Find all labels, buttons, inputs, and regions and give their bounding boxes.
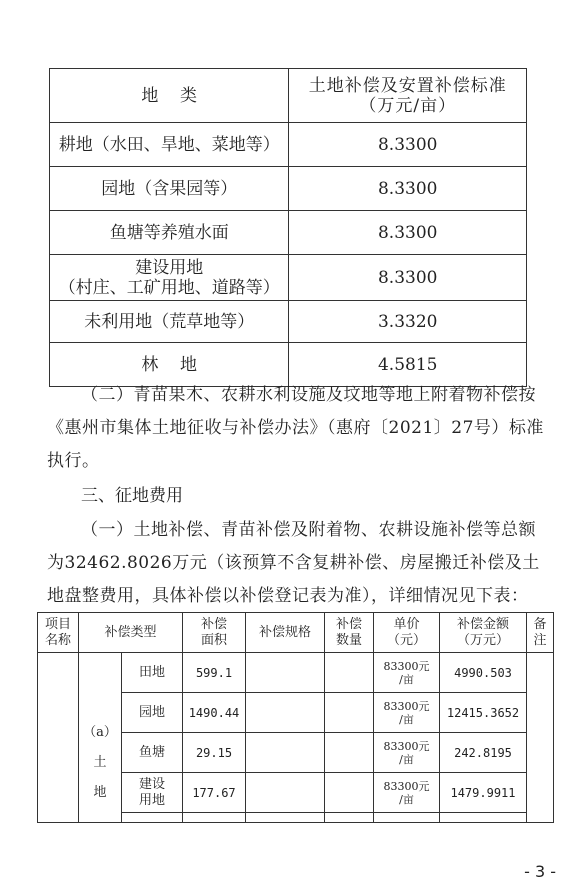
- group-tu-label: 土: [93, 754, 107, 770]
- table-row: [50, 123, 527, 167]
- header-note-line2: 注: [533, 632, 547, 648]
- amount-cell: 4990.503: [440, 653, 527, 693]
- amount-cell: 242.8195: [440, 733, 527, 773]
- area-cell: 29.15: [183, 733, 246, 773]
- amount-cell: [440, 813, 527, 823]
- table-header-row: [50, 69, 527, 123]
- spec-cell: [246, 693, 325, 733]
- header-qty-line2: 数量: [335, 632, 362, 648]
- spec-cell: [246, 733, 325, 773]
- area-cell: 599.1: [183, 653, 246, 693]
- amount-cell: 1479.9911: [440, 773, 527, 813]
- spec-cell: [246, 653, 325, 693]
- header-comp-type: 补偿类型: [79, 613, 183, 653]
- price-line1: 83300元: [383, 779, 430, 793]
- qty-cell: [325, 693, 374, 733]
- price-line2: /亩: [399, 712, 414, 726]
- spec-cell: [246, 813, 325, 823]
- header-qty: [325, 613, 374, 653]
- header-item-line1: 项目: [44, 616, 71, 632]
- header-area-line2: 面积: [200, 632, 227, 648]
- land-type-cell: 鱼塘等养殖水面: [50, 211, 289, 255]
- header-standard-line2: （万元/亩）: [359, 95, 457, 116]
- land-type-line2: （村庄、工矿用地、道路等）: [58, 277, 280, 298]
- sub-type-line2: 用地: [138, 792, 165, 808]
- sub-type-cell: [122, 813, 183, 823]
- sub-type-cell: 园地: [122, 693, 183, 733]
- sub-type-cell: [122, 773, 183, 813]
- cost-detail-table: [37, 612, 554, 823]
- header-amount: [440, 613, 527, 653]
- price-line2: /亩: [399, 752, 414, 766]
- header-item: [38, 613, 79, 653]
- standard-value-cell: 8.3300: [289, 123, 527, 167]
- header-spec: 补偿规格: [246, 613, 325, 653]
- table-row: [38, 653, 554, 693]
- table-header-row: [38, 613, 554, 653]
- standard-value-cell: 3.3320: [289, 301, 527, 343]
- standard-value-cell: 8.3300: [289, 255, 527, 301]
- header-price: [374, 613, 440, 653]
- area-cell: 1490.44: [183, 693, 246, 733]
- land-type-cell: [50, 255, 289, 301]
- table-row: [50, 301, 527, 343]
- page-number: - 3 -: [524, 862, 556, 881]
- header-price-line1: 单价: [393, 616, 420, 632]
- price-line2: /亩: [399, 792, 414, 806]
- header-amount-line1: 补偿金额: [456, 616, 509, 632]
- price-line1: 83300元: [383, 699, 430, 713]
- price-cell: [374, 813, 440, 823]
- amount-cell: 12415.3652: [440, 693, 527, 733]
- qty-cell: [325, 653, 374, 693]
- qty-cell: [325, 813, 374, 823]
- price-line1: 83300元: [383, 739, 430, 753]
- table-row: [50, 255, 527, 301]
- price-line2: /亩: [399, 672, 414, 686]
- compensation-standard-table: [49, 68, 527, 387]
- header-land-type: 地 类: [50, 69, 289, 123]
- header-note: [527, 613, 554, 653]
- header-area-line1: 补偿: [200, 616, 227, 632]
- price-cell: [374, 773, 440, 813]
- section-heading: 三、征地费用: [81, 486, 183, 506]
- price-line1: 83300元: [383, 659, 430, 673]
- price-cell: [374, 693, 440, 733]
- land-group-cell: [79, 653, 122, 823]
- sub-type-cell: 鱼塘: [122, 733, 183, 773]
- land-type-cell: 林 地: [50, 343, 289, 387]
- land-type-cell: 耕地（水田、旱地、菜地等）: [50, 123, 289, 167]
- paragraph-attachments: （二）青苗果木、农耕水利设施及坟地等地上附着物补偿按《惠州市集体土地征收与补偿办法》（惠府〔2021〕27号）标准执行。: [47, 385, 544, 471]
- group-di-label: 地: [93, 784, 107, 800]
- land-type-cell: 未利用地（荒草地等）: [50, 301, 289, 343]
- sub-type-line1: 建设: [138, 776, 165, 792]
- paragraph-total-cost: （一）土地补偿、青苗补偿及附着物、农耕设施补偿等总额为32462.8026万元（该预算不含复耕补偿、房屋搬迁补偿及土地盘整费用，具体补偿以补偿登记表为准），详细情况见下表：: [47, 520, 540, 606]
- land-type-line1: 建设用地: [135, 257, 204, 278]
- qty-cell: [325, 773, 374, 813]
- header-standard-line1: 土地补偿及安置补偿标准: [308, 75, 507, 96]
- header-area: [183, 613, 246, 653]
- header-note-line1: 备: [533, 616, 547, 632]
- item-name-cell: [38, 653, 79, 823]
- qty-cell: [325, 733, 374, 773]
- price-cell: [374, 653, 440, 693]
- table-row: [50, 167, 527, 211]
- table-row: [50, 211, 527, 255]
- standard-value-cell: 4.5815: [289, 343, 527, 387]
- header-price-line2: （元）: [386, 632, 426, 648]
- standard-value-cell: 8.3300: [289, 211, 527, 255]
- header-qty-line1: 补偿: [335, 616, 362, 632]
- header-item-line2: 名称: [44, 632, 71, 648]
- standard-value-cell: 8.3300: [289, 167, 527, 211]
- spec-cell: [246, 773, 325, 813]
- group-a-label: （a）: [83, 724, 117, 740]
- note-cell: [527, 653, 554, 823]
- area-cell: [183, 813, 246, 823]
- price-cell: [374, 733, 440, 773]
- sub-type-cell: 田地: [122, 653, 183, 693]
- header-amount-line2: （万元）: [456, 632, 509, 648]
- area-cell: 177.67: [183, 773, 246, 813]
- land-type-cell: 园地（含果园等）: [50, 167, 289, 211]
- header-standard: [289, 69, 527, 123]
